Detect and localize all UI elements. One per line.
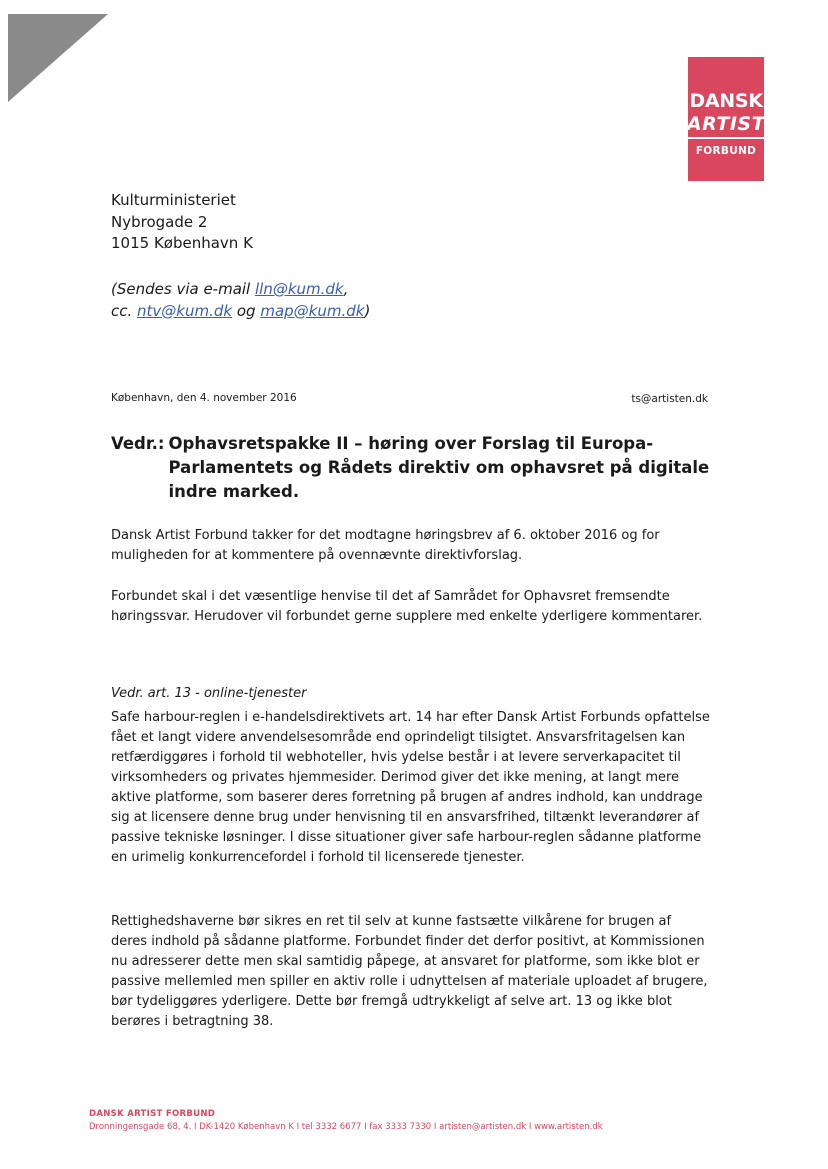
subject-heading: [111, 432, 729, 504]
send-note-cc: cc.: [111, 301, 138, 320]
email-link-lln[interactable]: lln@kum.dk: [255, 280, 344, 298]
dateline: København, den 4. november 2016: [111, 392, 297, 404]
send-note-prefix: (Sendes via e-mail: [111, 280, 255, 298]
logo-divider: [688, 137, 764, 139]
page-footer: [89, 1108, 603, 1134]
dansk-artist-forbund-logo: [688, 57, 764, 181]
email-link-map[interactable]: map@kum.dk: [260, 301, 365, 320]
recipient-line-3: 1015 København K: [111, 234, 253, 252]
recipient-line-1: Kulturministeriet: [111, 191, 236, 209]
paragraph-4: Rettighedshaverne bør sikres en ret til selv at kunne fastsætte vilkårene for brugen af deres indhold på sådanne platforme. Forbundet finder det derfor positivt, at Kommissionen nu adresserer dette men skal samtidig påpege, at ansvaret for platforme, som ikke blot er passive mellemled men spiller en aktiv rolle i udnyttelsen af materiale uploadet af brugere, bør tydeliggøres yderligere. Dette bør fremgå udtrykkeligt af selve art. 13 og ikke blot berøres i betragtning 38.: [111, 914, 708, 1029]
subject-lead: Vedr.:: [111, 434, 165, 453]
logo-line-dansk: DANSK: [689, 90, 763, 112]
footer-org: DANSK ARTIST FORBUND: [89, 1109, 216, 1119]
send-note-og: og: [232, 301, 261, 320]
logo-line-forbund: FORBUND: [695, 145, 757, 157]
email-link-ntv[interactable]: ntv@kum.dk: [137, 301, 233, 320]
recipient-address: [111, 190, 253, 255]
paragraph-3: Safe harbour-reglen i e-handelsdirektivets art. 14 har efter Dansk Artist Forbunds opfattelse fået et langt videre anvendelsesområde end oprindeligt tilsigtet. Ansvarsfritagelsen kan retfærdiggøres i forhold til webhoteller, hvis ydelse består i at levere serverkapacitet til virksomheders og privates hjemmesider. Derimod giver det ikke mening, at langt mere aktive platforme, som baserer deres forretning på brugen af andres indhold, kan unddrage sig at licensere denne brug under henvisning til en ansvarsfrihed, tiltænkt leverandører af passive tekniske løsninger. I disse situationer giver safe harbour-reglen sådanne platforme en urimelig konkurrencefordel i forhold til licenserede tjenester.: [111, 710, 710, 865]
section-heading: Vedr. art. 13 - online-tjenester: [111, 686, 307, 701]
paragraph-1: Dansk Artist Forbund takker for det modtagne høringsbrev af 6. oktober 2016 og for muligheden for at kommentere på ovennævnte direktivforslag.: [111, 528, 660, 563]
paragraph-2: Forbundet skal i det væsentlige henvise til det af Samrådet for Ophavsret fremsendte høringssvar. Herudover vil forbundet gerne supplere med enkelte yderligere kommentarer.: [111, 589, 703, 624]
send-note: [111, 279, 370, 322]
recipient-line-2: Nybrogade 2: [111, 212, 208, 231]
send-note-comma: ,: [343, 280, 349, 298]
logo-line-artist: ARTIST: [686, 113, 766, 135]
subject-text: Ophavsretspakke II – høring over Forslag til Europa-Parlamentets og Rådets direktiv om ophavsret på digitale indre marked.: [168, 434, 710, 501]
footer-details: Dronningensgade 68, 4. I DK-1420 København K I tel 3332 6677 I fax 3333 7330 I artisten@artisten.dk I www.artisten.dk: [89, 1122, 603, 1132]
sender-email: ts@artisten.dk: [631, 393, 708, 405]
send-note-close: ): [364, 301, 371, 320]
folded-corner-graphic: [8, 14, 108, 102]
